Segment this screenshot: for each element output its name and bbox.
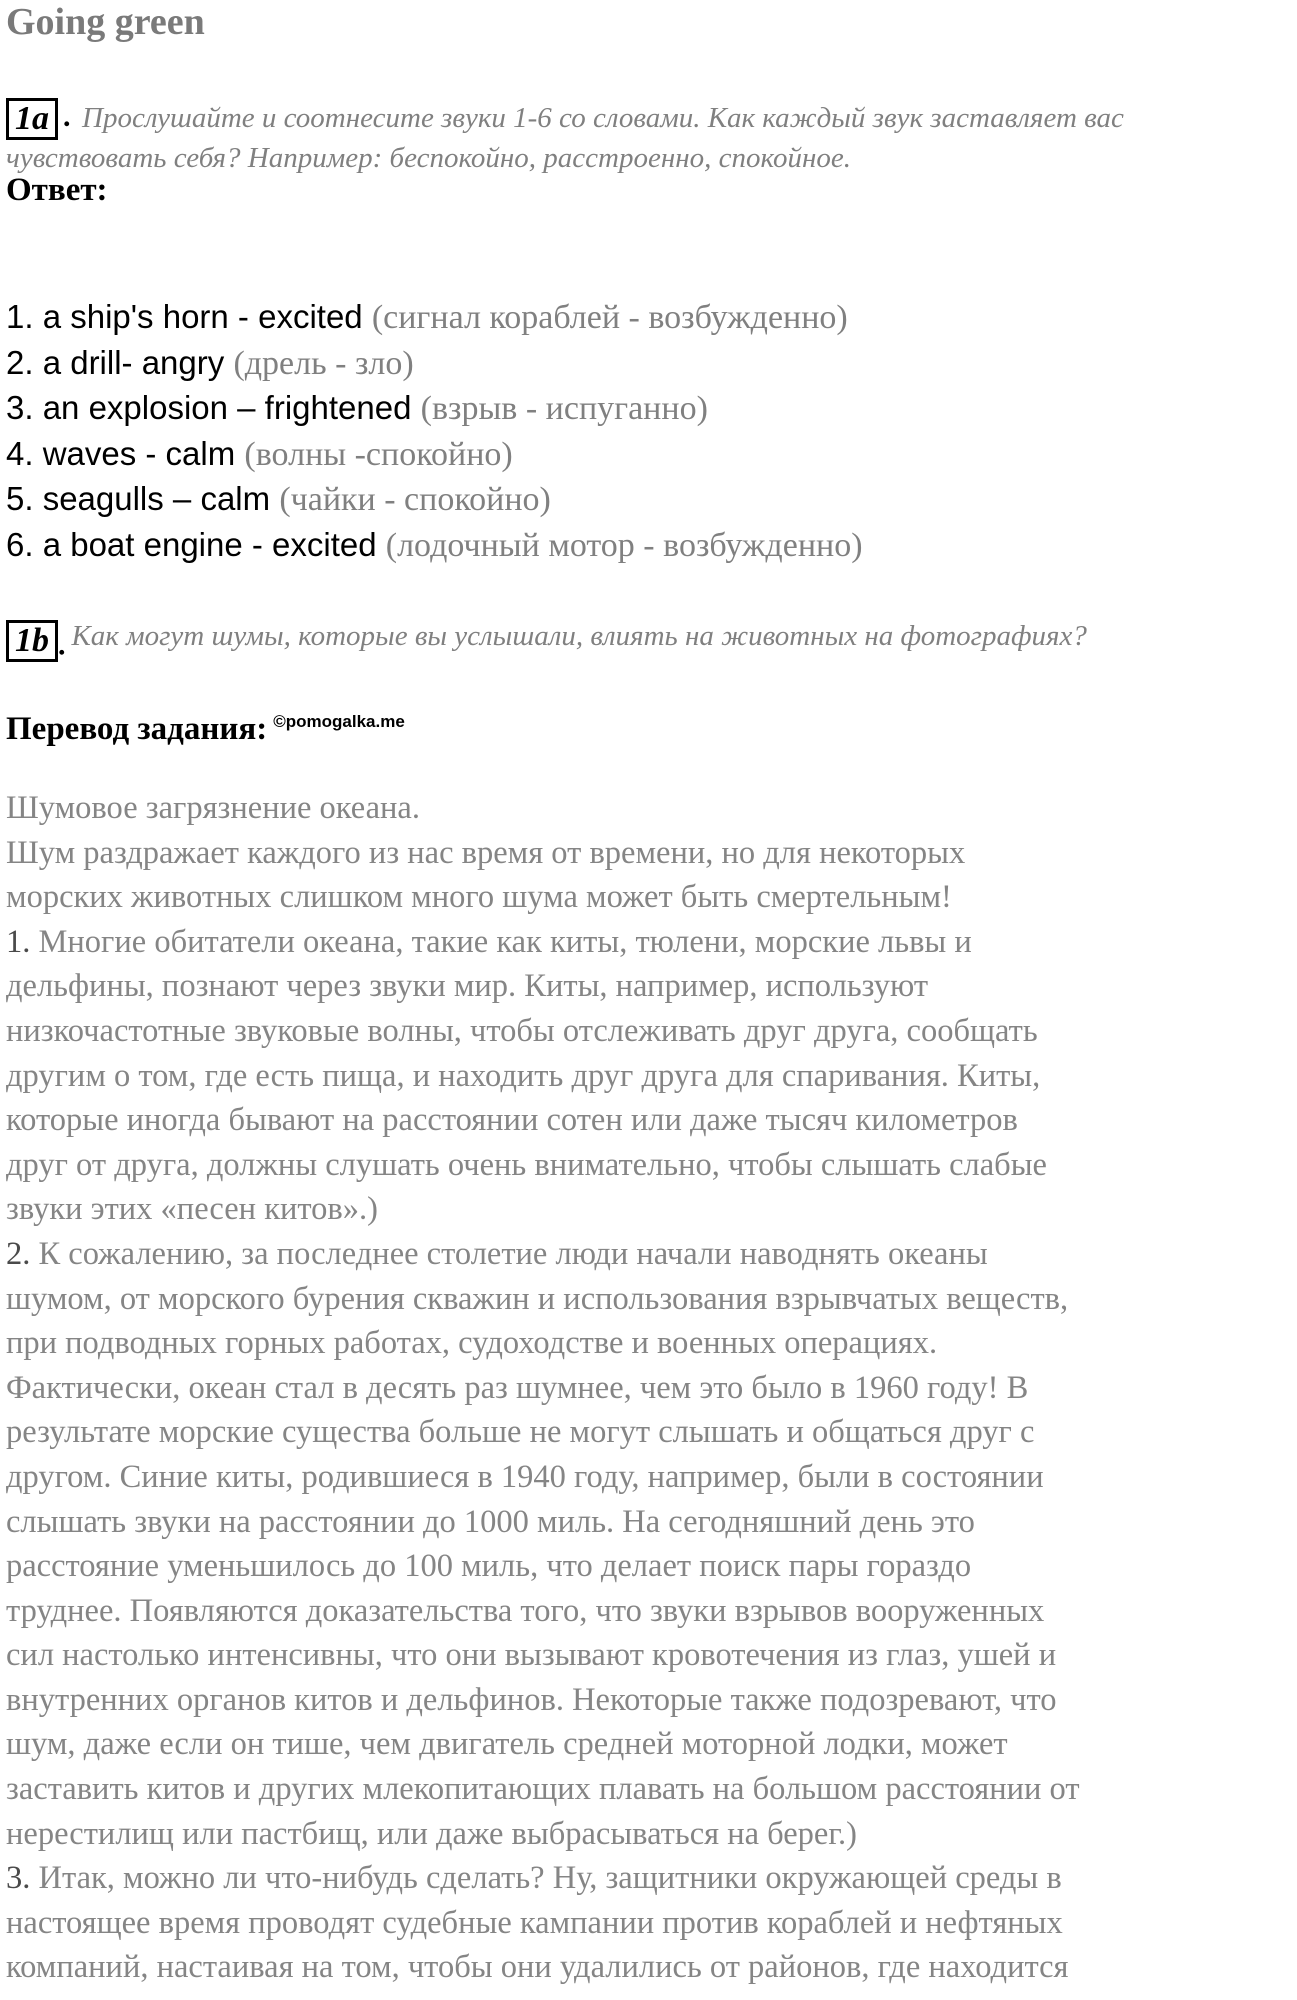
paragraph-number: 2.	[6, 1235, 31, 1272]
answer-item	[6, 341, 863, 387]
body-line-text: Итак, можно ли что-нибудь сделать? Ну, защитники окружающей среды в	[30, 1860, 1062, 1897]
answer-ru: (волны -спокойно)	[244, 435, 513, 473]
body-line-text: сил настолько интенсивны, что они вызывают кровотечения из глаз, ушей и	[6, 1637, 1057, 1674]
body-line	[6, 1945, 1291, 1990]
task-number-box-1a	[6, 98, 58, 140]
paragraph-number: 3.	[6, 1860, 31, 1897]
task-1b-text: Как могут шумы, которые вы услышали, влиять на животных на фотографиях?	[71, 620, 1087, 652]
task-1a-line-1: Прослушайте и соотнесите звуки 1-6 со словами. Как каждый звук заставляет вас	[82, 102, 1124, 134]
body-line-text: шум, даже если он тише, чем двигатель средней моторной лодки, может	[6, 1726, 1008, 1763]
answer-en: 6. a boat engine - excited	[6, 525, 377, 563]
translation-body	[6, 786, 1291, 1990]
translation-heading: Перевод задания:	[6, 711, 268, 747]
answer-en: 1. a ship's horn - excited	[6, 298, 363, 335]
task-1a-line-2: чувствовать себя? Например: беспокойно, расстроенно, спокойное.	[6, 142, 851, 174]
body-line	[6, 1500, 1291, 1545]
task-dot-1b: .	[58, 628, 66, 662]
copyright-watermark: ©pomogalka.me	[273, 712, 405, 731]
body-line	[6, 1187, 1291, 1232]
answer-heading: Ответ:	[6, 172, 108, 208]
translation-heading-row	[6, 702, 405, 749]
answer-item	[6, 523, 863, 569]
answer-en: 5. seagulls – calm	[6, 480, 271, 518]
body-line-text: нерестилищ или пастбищ, или даже выбрасываться на берег.)	[6, 1815, 857, 1852]
body-line	[6, 1633, 1291, 1678]
answer-ru: (сигнал кораблей - возбужденно)	[371, 299, 848, 336]
body-line	[6, 1856, 1291, 1901]
answer-ru: (взрыв - испуганно)	[420, 390, 708, 428]
task-1a-text	[82, 98, 1291, 138]
answer-item	[6, 386, 863, 432]
body-line	[6, 1366, 1291, 1411]
body-line	[6, 964, 1291, 1009]
paragraph-number: 1.	[6, 923, 31, 960]
body-line	[6, 1767, 1291, 1812]
answer-ru: (чайки - спокойно)	[279, 481, 551, 519]
body-line	[6, 1455, 1291, 1500]
body-line	[6, 1901, 1291, 1946]
body-line-text: Шум раздражает каждого из нас время от времени, но для некоторых	[6, 834, 966, 871]
body-line-text: результате морские существа больше не могут слышать и общаться друг с	[6, 1414, 1035, 1451]
body-line	[6, 1589, 1291, 1634]
answer-list	[6, 295, 863, 569]
body-line-text: компаний, настаивая на том, чтобы они удалились от районов, где находится	[6, 1949, 1069, 1986]
body-line-text: дельфины, познают через звуки мир. Киты, например, используют	[6, 968, 929, 1005]
body-line	[6, 1054, 1291, 1099]
body-line	[6, 1722, 1291, 1767]
answer-en: 3. an explosion – frightened	[6, 389, 412, 427]
body-line	[6, 786, 1291, 831]
body-line-text: друг от друга, должны слушать очень внимательно, чтобы слышать слабые	[6, 1146, 1047, 1183]
body-line-text: при подводных горных работах, судоходстве и военных операциях.	[6, 1325, 938, 1362]
body-line-text: другим о том, где есть пища, и находить друг друга для спаривания. Киты,	[6, 1057, 1041, 1094]
body-line	[6, 1678, 1291, 1723]
body-line-text: Шумовое загрязнение океана.	[6, 790, 420, 826]
body-line-text: низкочастотные звуковые волны, чтобы отслеживать друг друга, сообщать	[6, 1012, 1038, 1049]
body-line	[6, 1812, 1291, 1857]
body-line-text: слышать звуки на расстоянии до 1000 миль. На сегодняшний день это	[6, 1503, 975, 1540]
body-line	[6, 1321, 1291, 1366]
body-line-text: К сожалению, за последнее столетие люди начали наводнять океаны	[30, 1235, 988, 1272]
body-line	[6, 1098, 1291, 1143]
body-line	[6, 831, 1291, 876]
task-dot-1a: .	[63, 100, 71, 133]
body-line-text: Многие обитатели океана, такие как киты, тюлени, морские львы и	[30, 923, 972, 960]
body-line	[6, 1277, 1291, 1322]
answer-item	[6, 477, 863, 523]
body-line	[6, 1009, 1291, 1054]
task-number-box-1b	[6, 620, 58, 662]
answer-ru: (дрель - зло)	[233, 344, 414, 382]
body-line	[6, 920, 1291, 965]
body-line	[6, 1410, 1291, 1455]
answer-en: 4. waves - calm	[6, 434, 236, 472]
body-line-text: другом. Синие киты, родившиеся в 1940 году, например, были в состоянии	[6, 1458, 1044, 1495]
task-1b	[6, 616, 1087, 662]
body-line	[6, 1544, 1291, 1589]
body-line-text: труднее. Появляются доказательства того, что звуки взрывов вооруженных	[6, 1592, 1045, 1629]
body-line	[6, 875, 1291, 920]
task-label-1a: 1a	[15, 100, 49, 137]
body-line	[6, 1232, 1291, 1277]
answer-en: 2. a drill- angry	[6, 343, 225, 381]
body-line-text: шумом, от морского бурения скважин и использования взрывчатых веществ,	[6, 1280, 1069, 1317]
body-line-text: Фактически, океан стал в десять раз шумнее, чем это было в 1960 году! В	[6, 1369, 1029, 1406]
body-line-text: заставить китов и других млекопитающих плавать на большом расстоянии от	[6, 1771, 1080, 1808]
body-line-text: звуки этих «песен китов».)	[6, 1191, 378, 1228]
answer-item	[6, 295, 863, 341]
body-line-text: которые иногда бывают на расстоянии сотен или даже тысяч километров	[6, 1102, 1018, 1139]
answer-item	[6, 432, 863, 478]
body-line-text: внутренних органов китов и дельфинов. Некоторые также подозревают, что	[6, 1681, 1057, 1718]
body-line-text: расстояние уменьшилось до 100 миль, что делает поиск пары гораздо	[6, 1548, 972, 1585]
body-line-text: настоящее время проводят судебные кампании против кораблей и нефтяных	[6, 1904, 1063, 1941]
page-title: Going green	[6, 1, 205, 43]
task-label-1b: 1b	[15, 622, 49, 660]
answer-ru: (лодочный мотор - возбужденно)	[385, 526, 863, 564]
body-line	[6, 1143, 1291, 1188]
body-line-text: морских животных слишком много шума может быть смертельным!	[6, 879, 952, 916]
